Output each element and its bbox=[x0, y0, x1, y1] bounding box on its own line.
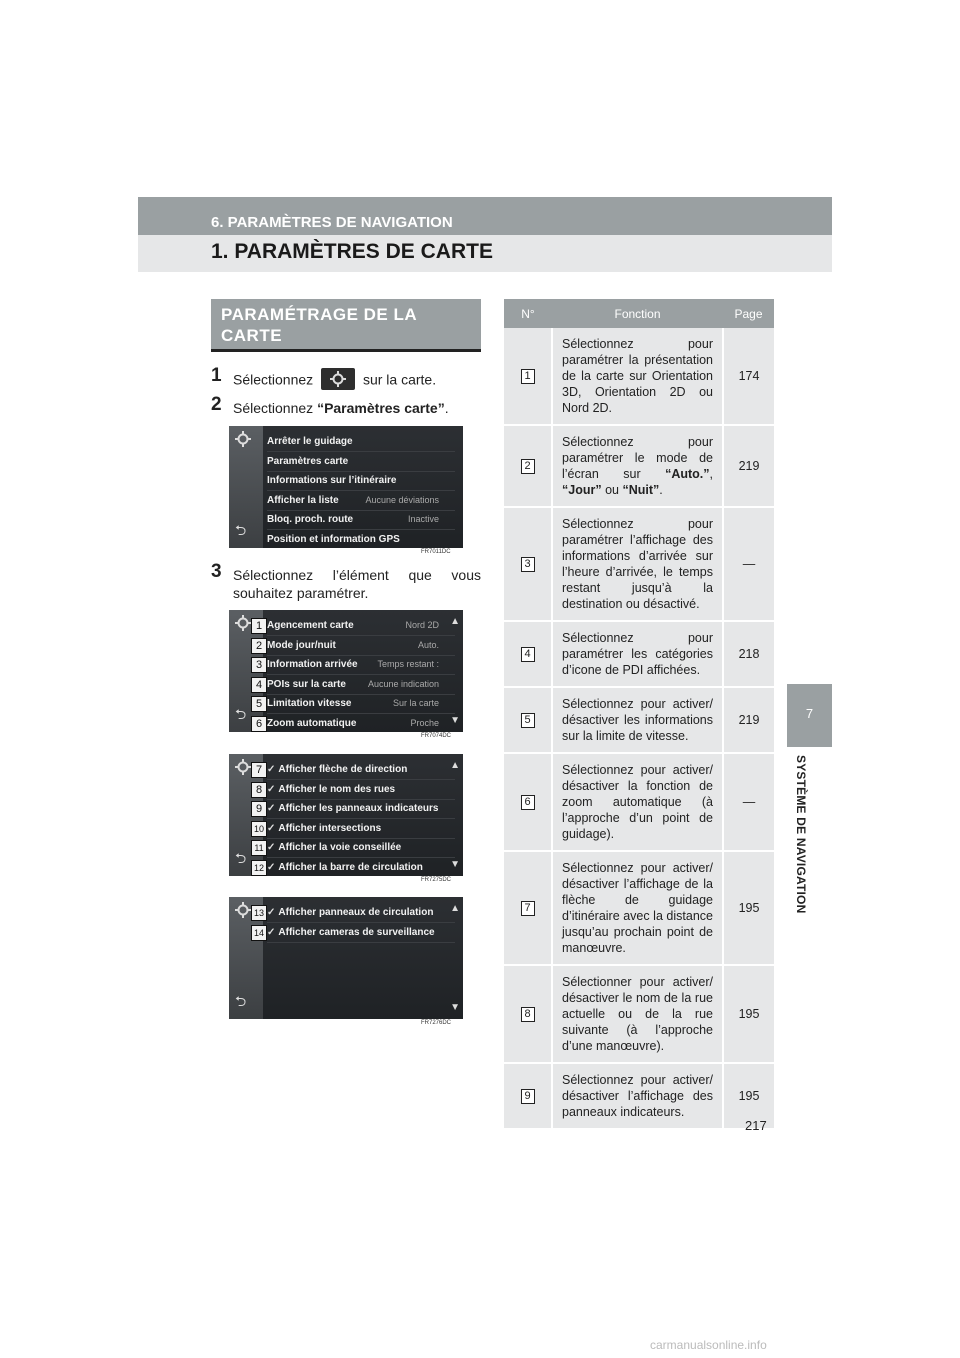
menu-item-text: Afficher la liste bbox=[267, 494, 339, 506]
callout-number: 2 bbox=[251, 638, 267, 654]
table-row bbox=[504, 425, 774, 507]
menu-item-label bbox=[267, 862, 423, 873]
row-function: Sélectionnez pour paramétrer le mode de l’écran sur “Auto.”, “Jour” ou “Nuit”. bbox=[552, 425, 723, 507]
callout-number: 10 bbox=[251, 821, 267, 837]
menu-item-label bbox=[267, 679, 346, 690]
figure-caption: FR7275DC bbox=[421, 877, 452, 883]
table-row bbox=[504, 965, 774, 1063]
header-no: N° bbox=[504, 299, 552, 328]
scroll-down-icon[interactable]: ▼ bbox=[450, 715, 460, 726]
row-number-box: 3 bbox=[521, 557, 535, 572]
row-page: 219 bbox=[723, 687, 774, 753]
step-text-pre: Sélectionnez bbox=[233, 400, 314, 416]
row-page: — bbox=[723, 753, 774, 851]
menu-item-label bbox=[267, 456, 348, 467]
menu-item-label bbox=[267, 640, 336, 651]
menu-item-label bbox=[267, 718, 356, 729]
menu-item[interactable] bbox=[267, 491, 455, 511]
row-number bbox=[504, 687, 552, 753]
settings-icon[interactable] bbox=[235, 759, 251, 780]
table-row bbox=[504, 621, 774, 687]
menu-item[interactable] bbox=[267, 432, 455, 452]
callout-number: 12 bbox=[251, 860, 267, 876]
menu-item[interactable] bbox=[267, 714, 455, 732]
menu-item-label bbox=[267, 823, 381, 834]
menu-item-label bbox=[267, 907, 433, 918]
menu-item-text: Position et information GPS bbox=[267, 534, 400, 545]
menu-item-label bbox=[267, 534, 400, 545]
step-number: 3 bbox=[211, 561, 222, 582]
check-icon: ✓ bbox=[267, 907, 276, 918]
nav-screen-3 bbox=[229, 754, 463, 876]
callout-number: 9 bbox=[251, 801, 267, 817]
menu-item-text: Informations sur l’itinéraire bbox=[267, 475, 397, 487]
settings-icon[interactable] bbox=[235, 431, 251, 452]
row-function: Sélectionner pour activer/ désactiver le nom de la rue actuelle ou de la rue suivante (à l’approche d’une manœuvre). bbox=[552, 965, 723, 1063]
menu-item-label bbox=[267, 764, 407, 775]
menu-item-text: Afficher les panneaux indicateurs bbox=[278, 803, 439, 815]
menu-item[interactable] bbox=[267, 675, 455, 695]
menu-item-text: Afficher cameras de surveillance bbox=[278, 926, 435, 938]
page-number: 217 bbox=[745, 1118, 767, 1133]
chapter-label: SYSTÈME DE NAVIGATION bbox=[794, 755, 808, 914]
menu-item-text: Arrêter le guidage bbox=[267, 436, 353, 447]
row-number bbox=[504, 621, 552, 687]
menu-item-text: Afficher panneaux de circulation bbox=[278, 907, 434, 918]
menu-item-label bbox=[267, 436, 353, 447]
row-number-box: 9 bbox=[521, 1089, 535, 1104]
title-header bbox=[138, 235, 832, 272]
back-icon[interactable]: ⮌ bbox=[235, 522, 247, 538]
figure-caption: FR7074DC bbox=[421, 733, 452, 739]
callout-number: 13 bbox=[251, 905, 267, 921]
section-title: 6. PARAMÈTRES DE NAVIGATION bbox=[211, 214, 453, 231]
header-page: Page bbox=[723, 299, 774, 328]
step-text-bold: “Paramètres carte” bbox=[317, 400, 445, 416]
callout-number: 1 bbox=[251, 618, 267, 634]
menu-item-text: Bloq. proch. route bbox=[267, 514, 354, 526]
check-icon: ✓ bbox=[267, 842, 276, 854]
menu-item[interactable] bbox=[267, 616, 455, 636]
row-function: Sélectionnez pour paramétrer les catégories d’icone de PDI affichées. bbox=[552, 621, 723, 687]
row-number bbox=[504, 425, 552, 507]
check-icon: ✓ bbox=[267, 926, 276, 938]
menu-item[interactable] bbox=[267, 858, 455, 876]
nav-screen-4 bbox=[229, 897, 463, 1019]
callout-number: 5 bbox=[251, 696, 267, 712]
settings-icon[interactable] bbox=[235, 902, 251, 923]
menu-item-text: Agencement carte bbox=[267, 620, 354, 631]
check-icon: ✓ bbox=[267, 783, 276, 795]
header-function: Fonction bbox=[552, 299, 723, 328]
menu-item[interactable] bbox=[267, 838, 455, 858]
row-page: 195 bbox=[723, 1063, 774, 1129]
callout-number: 8 bbox=[251, 782, 267, 798]
check-icon: ✓ bbox=[267, 862, 276, 873]
step-3 bbox=[211, 561, 481, 606]
menu-item-value: Proche bbox=[410, 718, 439, 728]
subheading bbox=[211, 299, 481, 352]
menu-item-value: Temps restant : bbox=[377, 659, 439, 670]
row-number-box: 1 bbox=[521, 369, 535, 384]
table-row bbox=[504, 1063, 774, 1129]
page-title: 1. PARAMÈTRES DE CARTE bbox=[211, 240, 493, 263]
scroll-up-icon[interactable]: ▲ bbox=[450, 903, 460, 914]
scroll-up-icon[interactable]: ▲ bbox=[450, 760, 460, 771]
row-page: — bbox=[723, 507, 774, 621]
callout-number: 3 bbox=[251, 657, 267, 673]
row-page: 195 bbox=[723, 851, 774, 965]
row-function: Sélectionnez pour activer/ désactiver l’affichage des panneaux indicateurs. bbox=[552, 1063, 723, 1129]
menu-item-value: Inactive bbox=[407, 514, 439, 525]
row-number bbox=[504, 328, 552, 425]
menu-item-label bbox=[267, 784, 395, 795]
menu-item[interactable] bbox=[267, 760, 455, 780]
row-function: Sélectionnez pour paramétrer la présentation de la carte sur Orientation 3D, Orientation 2D ou Nord 2D. bbox=[552, 328, 723, 425]
menu-item-text: Afficher la voie conseillée bbox=[278, 842, 402, 854]
menu-item[interactable] bbox=[267, 530, 455, 548]
menu-item-text: Zoom automatique bbox=[267, 718, 357, 729]
menu-item-value: Sur la carte bbox=[392, 698, 439, 709]
menu-item-text: POIs sur la carte bbox=[267, 678, 346, 690]
row-number bbox=[504, 753, 552, 851]
row-number-box: 8 bbox=[521, 1007, 535, 1022]
menu-item[interactable] bbox=[267, 780, 455, 800]
menu-item-text: Mode jour/nuit bbox=[267, 639, 336, 651]
menu-item-text: Paramètres carte bbox=[267, 455, 349, 467]
step-text bbox=[233, 399, 449, 417]
table-row bbox=[504, 687, 774, 753]
menu-item-label bbox=[267, 842, 401, 853]
menu-item-text: Information arrivée bbox=[267, 659, 358, 671]
menu-item-label bbox=[267, 514, 353, 525]
row-number-box: 2 bbox=[521, 459, 535, 474]
menu-item-label bbox=[267, 927, 435, 938]
subheading-text: PARAMÉTRAGE DE LA CARTE bbox=[221, 305, 417, 345]
step-number: 2 bbox=[211, 394, 222, 415]
menu-item-label bbox=[267, 659, 358, 670]
menu-item[interactable] bbox=[267, 452, 455, 472]
chapter-number: 7 bbox=[805, 706, 814, 721]
settings-icon[interactable] bbox=[235, 615, 251, 636]
step-2 bbox=[211, 394, 481, 421]
row-page: 195 bbox=[723, 965, 774, 1063]
menu-item-value: Auto. bbox=[417, 639, 439, 650]
check-icon: ✓ bbox=[267, 764, 276, 775]
menu-item[interactable] bbox=[267, 903, 455, 923]
row-number-box: 7 bbox=[521, 901, 535, 916]
back-icon[interactable]: ⮌ bbox=[235, 850, 247, 866]
row-number bbox=[504, 507, 552, 621]
check-icon: ✓ bbox=[267, 803, 276, 815]
table-row bbox=[504, 328, 774, 425]
row-number bbox=[504, 965, 552, 1063]
watermark: carmanualsonline.info bbox=[650, 1338, 767, 1352]
back-icon[interactable]: ⮌ bbox=[235, 993, 247, 1009]
menu-item-label bbox=[267, 620, 354, 631]
nav-screen-2 bbox=[229, 610, 463, 732]
menu-item[interactable] bbox=[267, 636, 455, 656]
scroll-down-icon[interactable]: ▼ bbox=[450, 859, 460, 870]
row-number bbox=[504, 1063, 552, 1129]
menu-item[interactable] bbox=[267, 694, 455, 714]
row-page: 218 bbox=[723, 621, 774, 687]
section-header bbox=[138, 197, 832, 235]
settings-icon bbox=[321, 368, 355, 390]
figure-caption: FR7276DC bbox=[421, 1020, 452, 1026]
menu-item-value: Aucune indication bbox=[367, 678, 439, 689]
step-number: 1 bbox=[211, 365, 222, 386]
callout-number: 11 bbox=[251, 840, 267, 856]
table-row bbox=[504, 507, 774, 621]
menu-item[interactable] bbox=[267, 471, 455, 491]
row-number-box: 6 bbox=[521, 795, 535, 810]
menu-item-value: Aucune déviations bbox=[365, 494, 439, 505]
row-function: Sélectionnez pour activer/ désactiver la fonction de zoom automatique (à l’approche d’un point de guidage). bbox=[552, 753, 723, 851]
menu-item[interactable] bbox=[267, 923, 455, 943]
function-table bbox=[504, 299, 774, 1130]
scroll-up-icon[interactable]: ▲ bbox=[450, 616, 460, 627]
menu-item-label bbox=[267, 475, 396, 486]
menu-item-label bbox=[267, 698, 351, 709]
row-number bbox=[504, 851, 552, 965]
callout-number: 6 bbox=[251, 716, 267, 732]
menu-item-text: Afficher intersections bbox=[278, 822, 382, 834]
callout-number: 14 bbox=[251, 925, 267, 941]
menu-item-label bbox=[267, 803, 438, 814]
row-number-box: 4 bbox=[521, 647, 535, 662]
row-number-box: 5 bbox=[521, 713, 535, 728]
nav-screen-1 bbox=[229, 426, 463, 548]
step-text bbox=[233, 370, 436, 392]
chapter-tab bbox=[787, 684, 832, 747]
menu-item-text: Limitation vitesse bbox=[267, 698, 352, 710]
menu-item-label bbox=[267, 495, 339, 506]
step-1 bbox=[211, 365, 481, 392]
step-text-post: sur la carte. bbox=[362, 371, 437, 388]
table-row bbox=[504, 753, 774, 851]
callout-number: 4 bbox=[251, 677, 267, 693]
menu-item[interactable] bbox=[267, 655, 455, 675]
menu-item[interactable] bbox=[267, 510, 455, 530]
row-function: Sélectionnez pour paramétrer l’affichage des informations d’arrivée sur l’heure d’arrivée, le temps restant jusqu’à la destination ou désactivé. bbox=[552, 507, 723, 621]
figure-caption: FR7011DC bbox=[421, 549, 451, 555]
row-page: 174 bbox=[723, 328, 774, 425]
row-function: Sélectionnez pour activer/ désactiver les informations sur la limite de vitesse. bbox=[552, 687, 723, 753]
step-text-post: . bbox=[444, 400, 449, 416]
scroll-down-icon[interactable]: ▼ bbox=[450, 1002, 460, 1013]
menu-item-text: Afficher flèche de direction bbox=[278, 764, 408, 775]
check-icon: ✓ bbox=[267, 822, 276, 834]
table-row bbox=[504, 851, 774, 965]
step-text: Sélectionnez l’élément que vous souhaitez paramétrer. bbox=[233, 567, 481, 601]
menu-item[interactable] bbox=[267, 819, 455, 839]
row-page: 219 bbox=[723, 425, 774, 507]
row-function: Sélectionnez pour activer/ désactiver l’affichage de la flèche de guidage d’itinéraire avec la distance jusqu’au prochain point de manœuvre. bbox=[552, 851, 723, 965]
menu-item-value: Nord 2D bbox=[405, 620, 439, 630]
menu-item[interactable] bbox=[267, 799, 455, 819]
menu-item-text: Afficher le nom des rues bbox=[278, 783, 396, 795]
menu-item-text: Afficher la barre de circulation bbox=[278, 862, 423, 873]
callout-number: 7 bbox=[251, 762, 267, 778]
step-text-pre: Sélectionnez bbox=[233, 371, 314, 388]
back-icon[interactable]: ⮌ bbox=[235, 706, 247, 722]
